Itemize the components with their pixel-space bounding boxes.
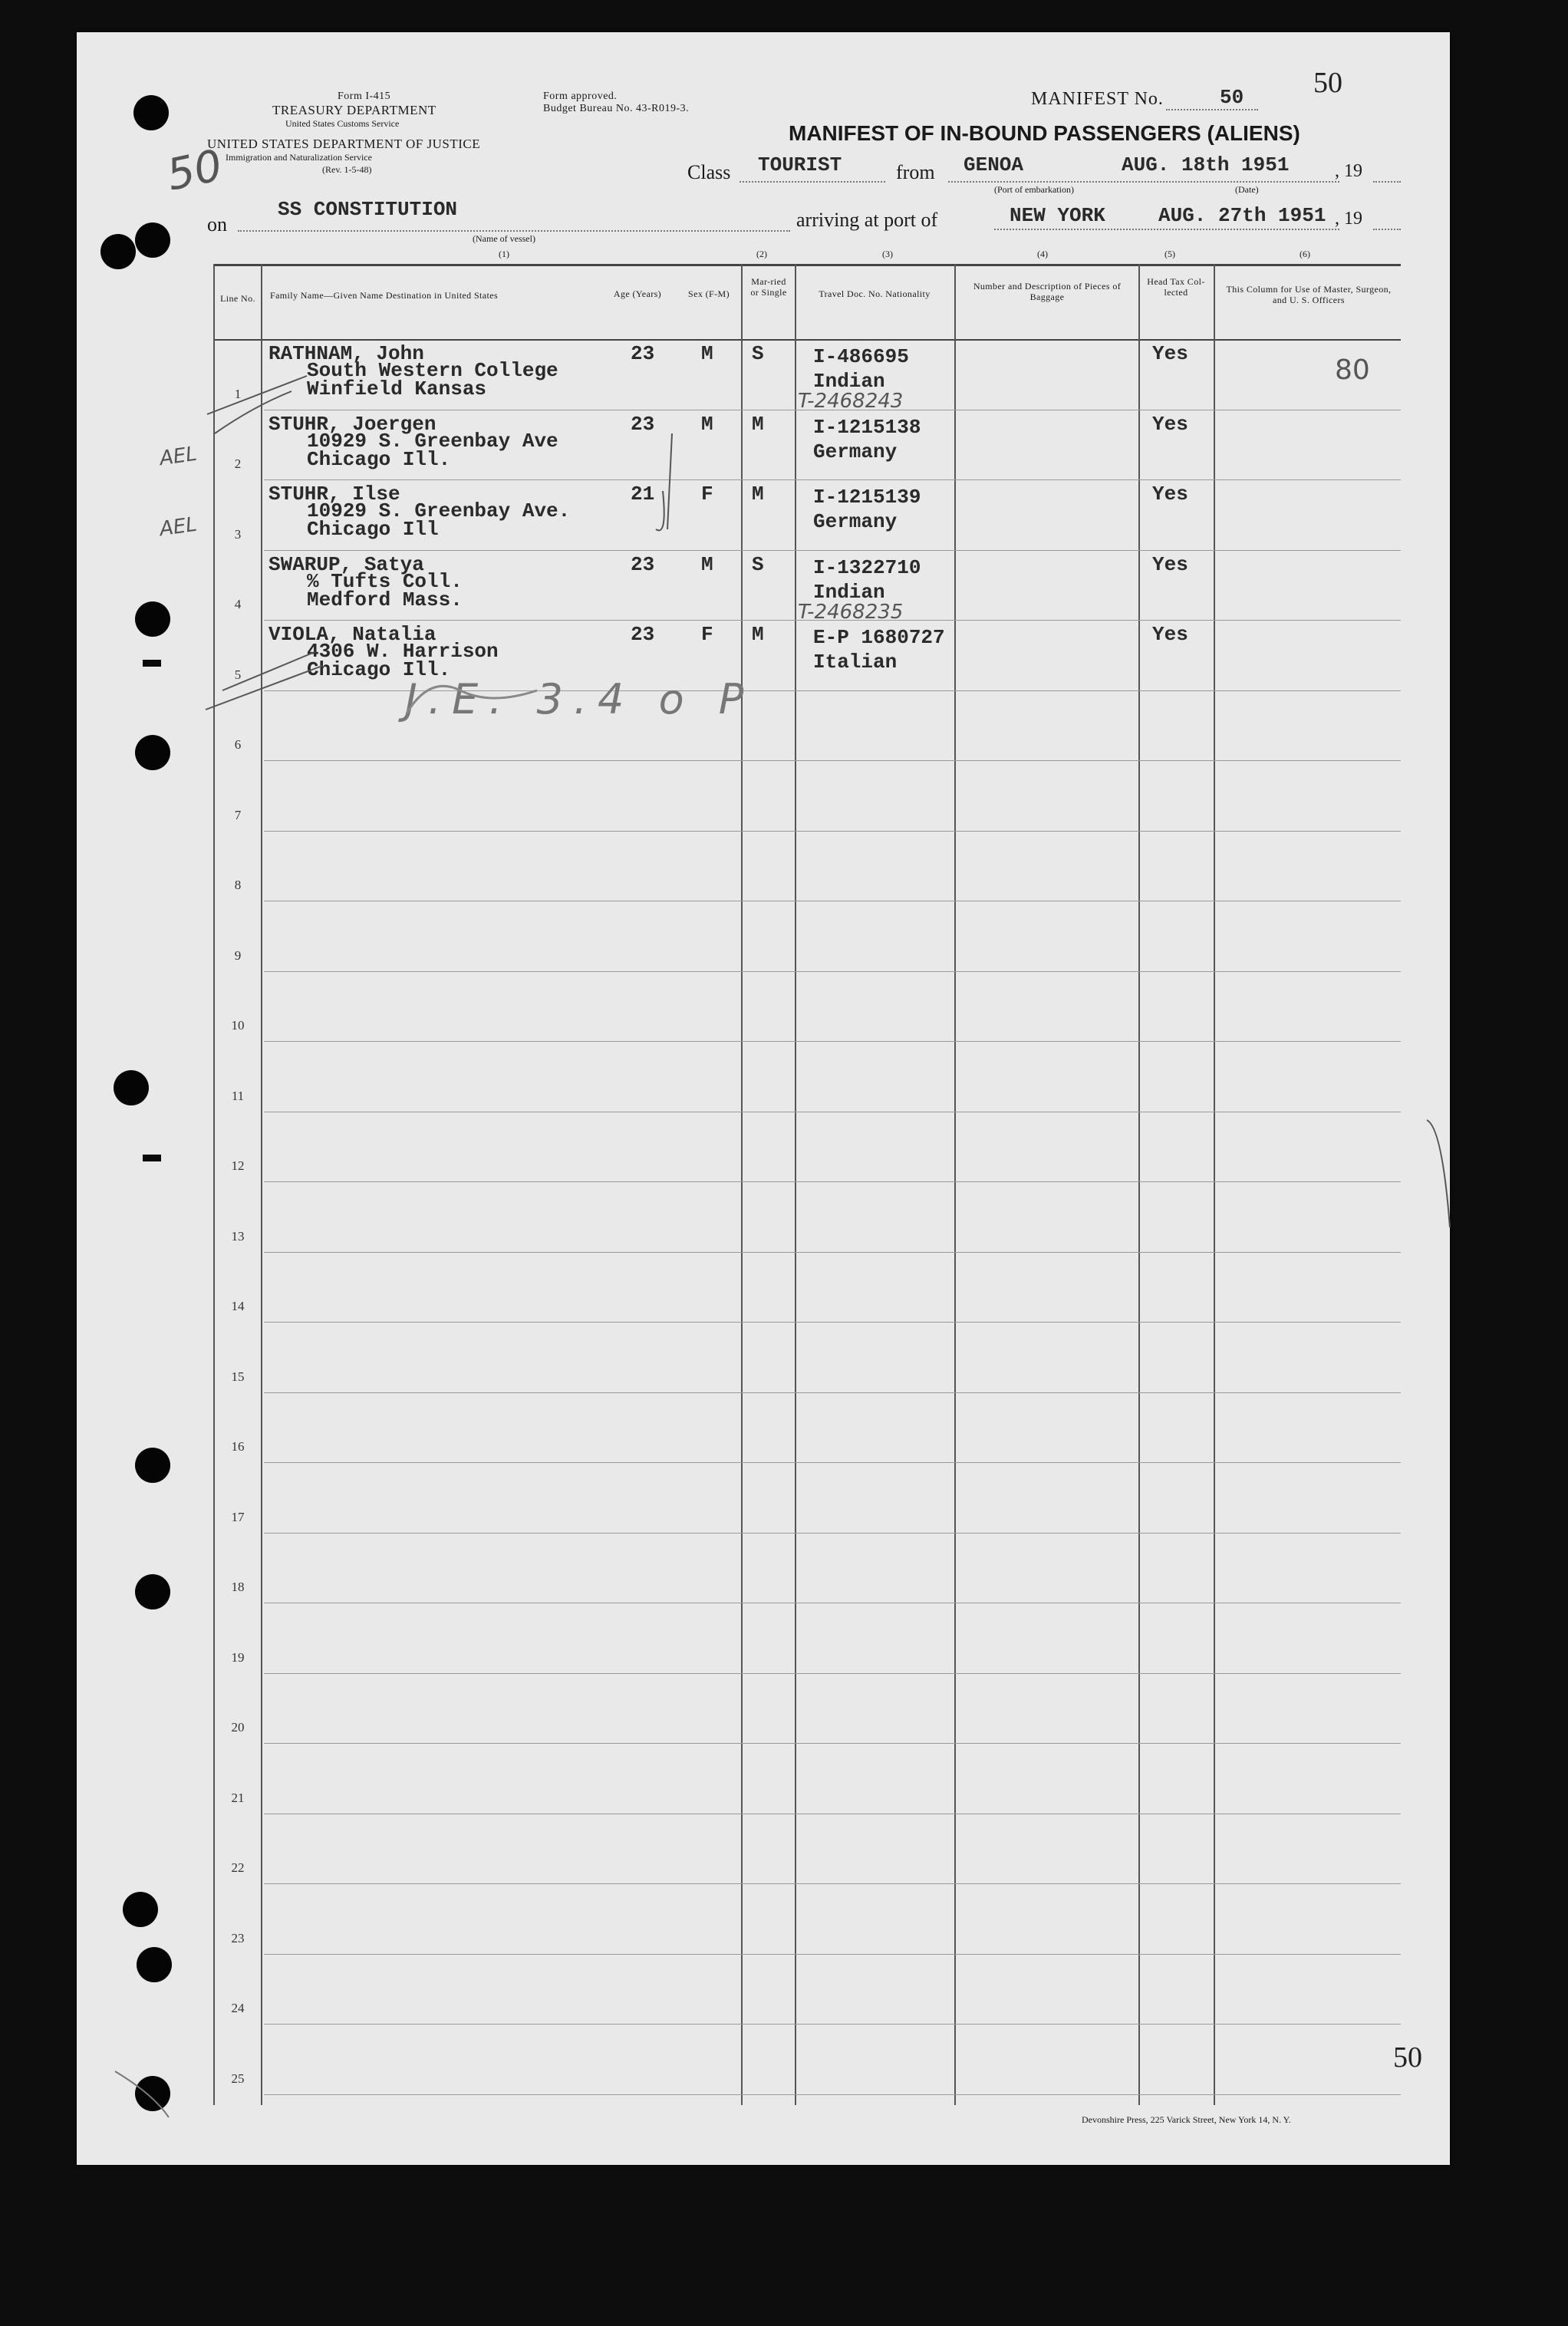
passenger-age: 23 (631, 412, 655, 436)
handwritten-margin-number: 50 (163, 140, 227, 201)
line-number: 6 (234, 737, 242, 752)
date-caption: (Date) (1235, 184, 1259, 195)
class-label: Class (687, 161, 731, 183)
line-number: 19 (231, 1649, 245, 1665)
passenger-nationality: Germany (813, 510, 898, 533)
manifest-label: MANIFEST No. (1031, 89, 1164, 109)
header-travel-doc: Travel Doc. No. Nationality (819, 288, 931, 299)
form-approved: Form approved. (543, 91, 618, 102)
form-number: Form I-415 (338, 91, 391, 102)
passenger-name: SWARUP, Satya (268, 552, 424, 576)
passenger-age: 21 (631, 483, 655, 506)
head-tax-collected: Yes (1152, 342, 1188, 365)
manifest-title: MANIFEST OF IN-BOUND PASSENGERS (ALIENS) (789, 121, 1300, 145)
line-number: 3 (234, 526, 242, 542)
handwritten-initials: AEL (158, 512, 199, 542)
col-num-1: (1) (499, 249, 509, 259)
budget-bureau: Budget Bureau No. 43-R019-3. (543, 103, 690, 114)
header-age: Age (Years) (613, 288, 662, 299)
vessel-caption: (Name of vessel) (473, 233, 535, 244)
ins-service: Immigration and Naturalization Service (226, 152, 372, 163)
passenger-age: 23 (631, 623, 655, 646)
passenger-marital-status: M (752, 483, 764, 506)
col-num-6: (6) (1300, 249, 1310, 259)
line-number: 1 (234, 386, 242, 401)
head-tax-collected: Yes (1152, 483, 1188, 506)
header-line-no: Line No. (220, 293, 255, 304)
passenger-marital-status: S (752, 552, 764, 576)
embarkation-date: AUG. 18th 1951 (1122, 153, 1290, 176)
arrival-port: NEW YORK (1010, 204, 1105, 227)
passenger-city: Chicago Ill. (307, 447, 451, 471)
vessel-name: SS CONSTITUTION (278, 198, 458, 221)
passenger-nationality: Indian (813, 580, 885, 604)
head-tax-collected: Yes (1152, 412, 1188, 436)
passenger-sex: M (701, 552, 713, 576)
head-tax-collected: Yes (1152, 552, 1188, 576)
class-value: TOURIST (758, 153, 842, 176)
treasury-dept: TREASURY DEPARTMENT (272, 103, 436, 117)
line-number: 12 (231, 1158, 245, 1173)
col-num-4: (4) (1037, 249, 1048, 259)
revision: (Rev. 1-5-48) (322, 164, 372, 175)
line-number: 17 (231, 1509, 245, 1524)
line-number: 2 (234, 456, 242, 471)
arrival-date: AUG. 27th 1951 (1158, 204, 1326, 227)
line-number: 15 (231, 1369, 245, 1384)
line-number: 5 (234, 667, 242, 682)
header-officers: This Column for Use of Master, Surgeon, and U. S. Officers (1226, 284, 1392, 305)
travel-document-number: I-1215138 (813, 415, 921, 439)
col-num-5: (5) (1164, 249, 1175, 259)
header-sex: Sex (F-M) (688, 288, 730, 299)
col-num-2: (2) (756, 249, 767, 259)
line-number: 18 (231, 1580, 245, 1594)
printer-imprint: Devonshire Press, 225 Varick Street, New York 14, N. Y. (1082, 2114, 1291, 2125)
passenger-nationality: Indian (813, 370, 885, 393)
line-number: 21 (231, 1790, 245, 1805)
passenger-address: 4306 W. Harrison (307, 640, 499, 663)
line-number: 14 (231, 1299, 245, 1313)
header-name: Family Name—Given Name Destination in United States (270, 290, 499, 301)
passenger-marital-status: S (752, 342, 764, 365)
line-number: 13 (231, 1228, 245, 1244)
line-number: 20 (231, 1720, 245, 1735)
passenger-name: RATHNAM, John (268, 342, 424, 365)
line-number: 24 (231, 2001, 245, 2015)
passenger-city: Chicago Ill. (307, 658, 451, 681)
passenger-address: South Western College (307, 359, 558, 382)
passenger-sex: F (701, 483, 713, 506)
handwritten-doc-note: T-2468235 (798, 600, 904, 624)
handwritten-doc-note: T-2468243 (798, 390, 904, 413)
arriving-label: arriving at port of (796, 209, 938, 231)
passenger-city: Medford Mass. (307, 588, 463, 611)
passenger-marital-status: M (752, 623, 764, 646)
passenger-age: 23 (631, 342, 655, 365)
passenger-sex: F (701, 623, 713, 646)
on-label: on (207, 213, 227, 236)
header-married: Mar-ried or Single (750, 276, 787, 298)
travel-document-number: I-486695 (813, 345, 909, 368)
passenger-sex: M (701, 412, 713, 436)
passenger-address: 10929 S. Greenbay Ave. (307, 499, 571, 522)
passenger-name: STUHR, Joergen (268, 412, 436, 436)
officer-note: 80 (1335, 354, 1370, 386)
passenger-city: Chicago Ill (307, 518, 439, 541)
header-baggage: Number and Description of Pieces of Baggage (973, 281, 1122, 302)
passenger-marital-status: M (752, 412, 764, 436)
line-number: 10 (231, 1018, 245, 1033)
passenger-city: Winfield Kansas (307, 377, 487, 400)
embarkation-caption: (Port of embarkation) (994, 184, 1074, 195)
footer-page-number: 50 (1393, 2041, 1422, 2074)
travel-document-number: I-1322710 (813, 555, 921, 579)
travel-document-number: I-1215139 (813, 486, 921, 509)
passenger-name: VIOLA, Natalia (268, 623, 436, 646)
line-number: 8 (234, 878, 242, 892)
line-number: 9 (234, 947, 242, 963)
manifest-corner-number: 50 (1313, 67, 1342, 99)
passenger-age: 23 (631, 552, 655, 576)
col-num-3: (3) (882, 249, 893, 259)
line-number: 23 (231, 1930, 245, 1945)
year-suffix: , 19 (1335, 161, 1362, 181)
passenger-sex: M (701, 342, 713, 365)
passenger-name: STUHR, Ilse (268, 483, 400, 506)
port-of-embarkation: GENOA (964, 153, 1024, 176)
line-number: 16 (231, 1439, 245, 1454)
line-number: 11 (231, 1088, 245, 1103)
passenger-nationality: Germany (813, 440, 898, 463)
passenger-address: 10929 S. Greenbay Ave (307, 429, 558, 453)
line-number: 25 (231, 2071, 245, 2086)
header-head-tax: Head Tax Col-lected (1147, 276, 1205, 298)
handwritten-signature: J.E. 3.4 o P (405, 675, 755, 723)
travel-document-number: E-P 1680727 (813, 626, 945, 649)
from-label: from (896, 161, 935, 183)
passenger-address: % Tufts Coll. (307, 569, 463, 593)
justice-dept: UNITED STATES DEPARTMENT OF JUSTICE (207, 137, 481, 151)
line-number: 4 (234, 597, 242, 611)
line-number: 22 (231, 1860, 245, 1875)
customs-service: United States Customs Service (285, 118, 400, 129)
manifest-number: 50 (1220, 86, 1244, 109)
passenger-nationality: Italian (813, 651, 898, 674)
handwritten-initials: AEL (158, 442, 199, 471)
arrival-year-suffix: , 19 (1335, 209, 1362, 229)
head-tax-collected: Yes (1152, 623, 1188, 646)
line-number: 7 (234, 807, 242, 822)
